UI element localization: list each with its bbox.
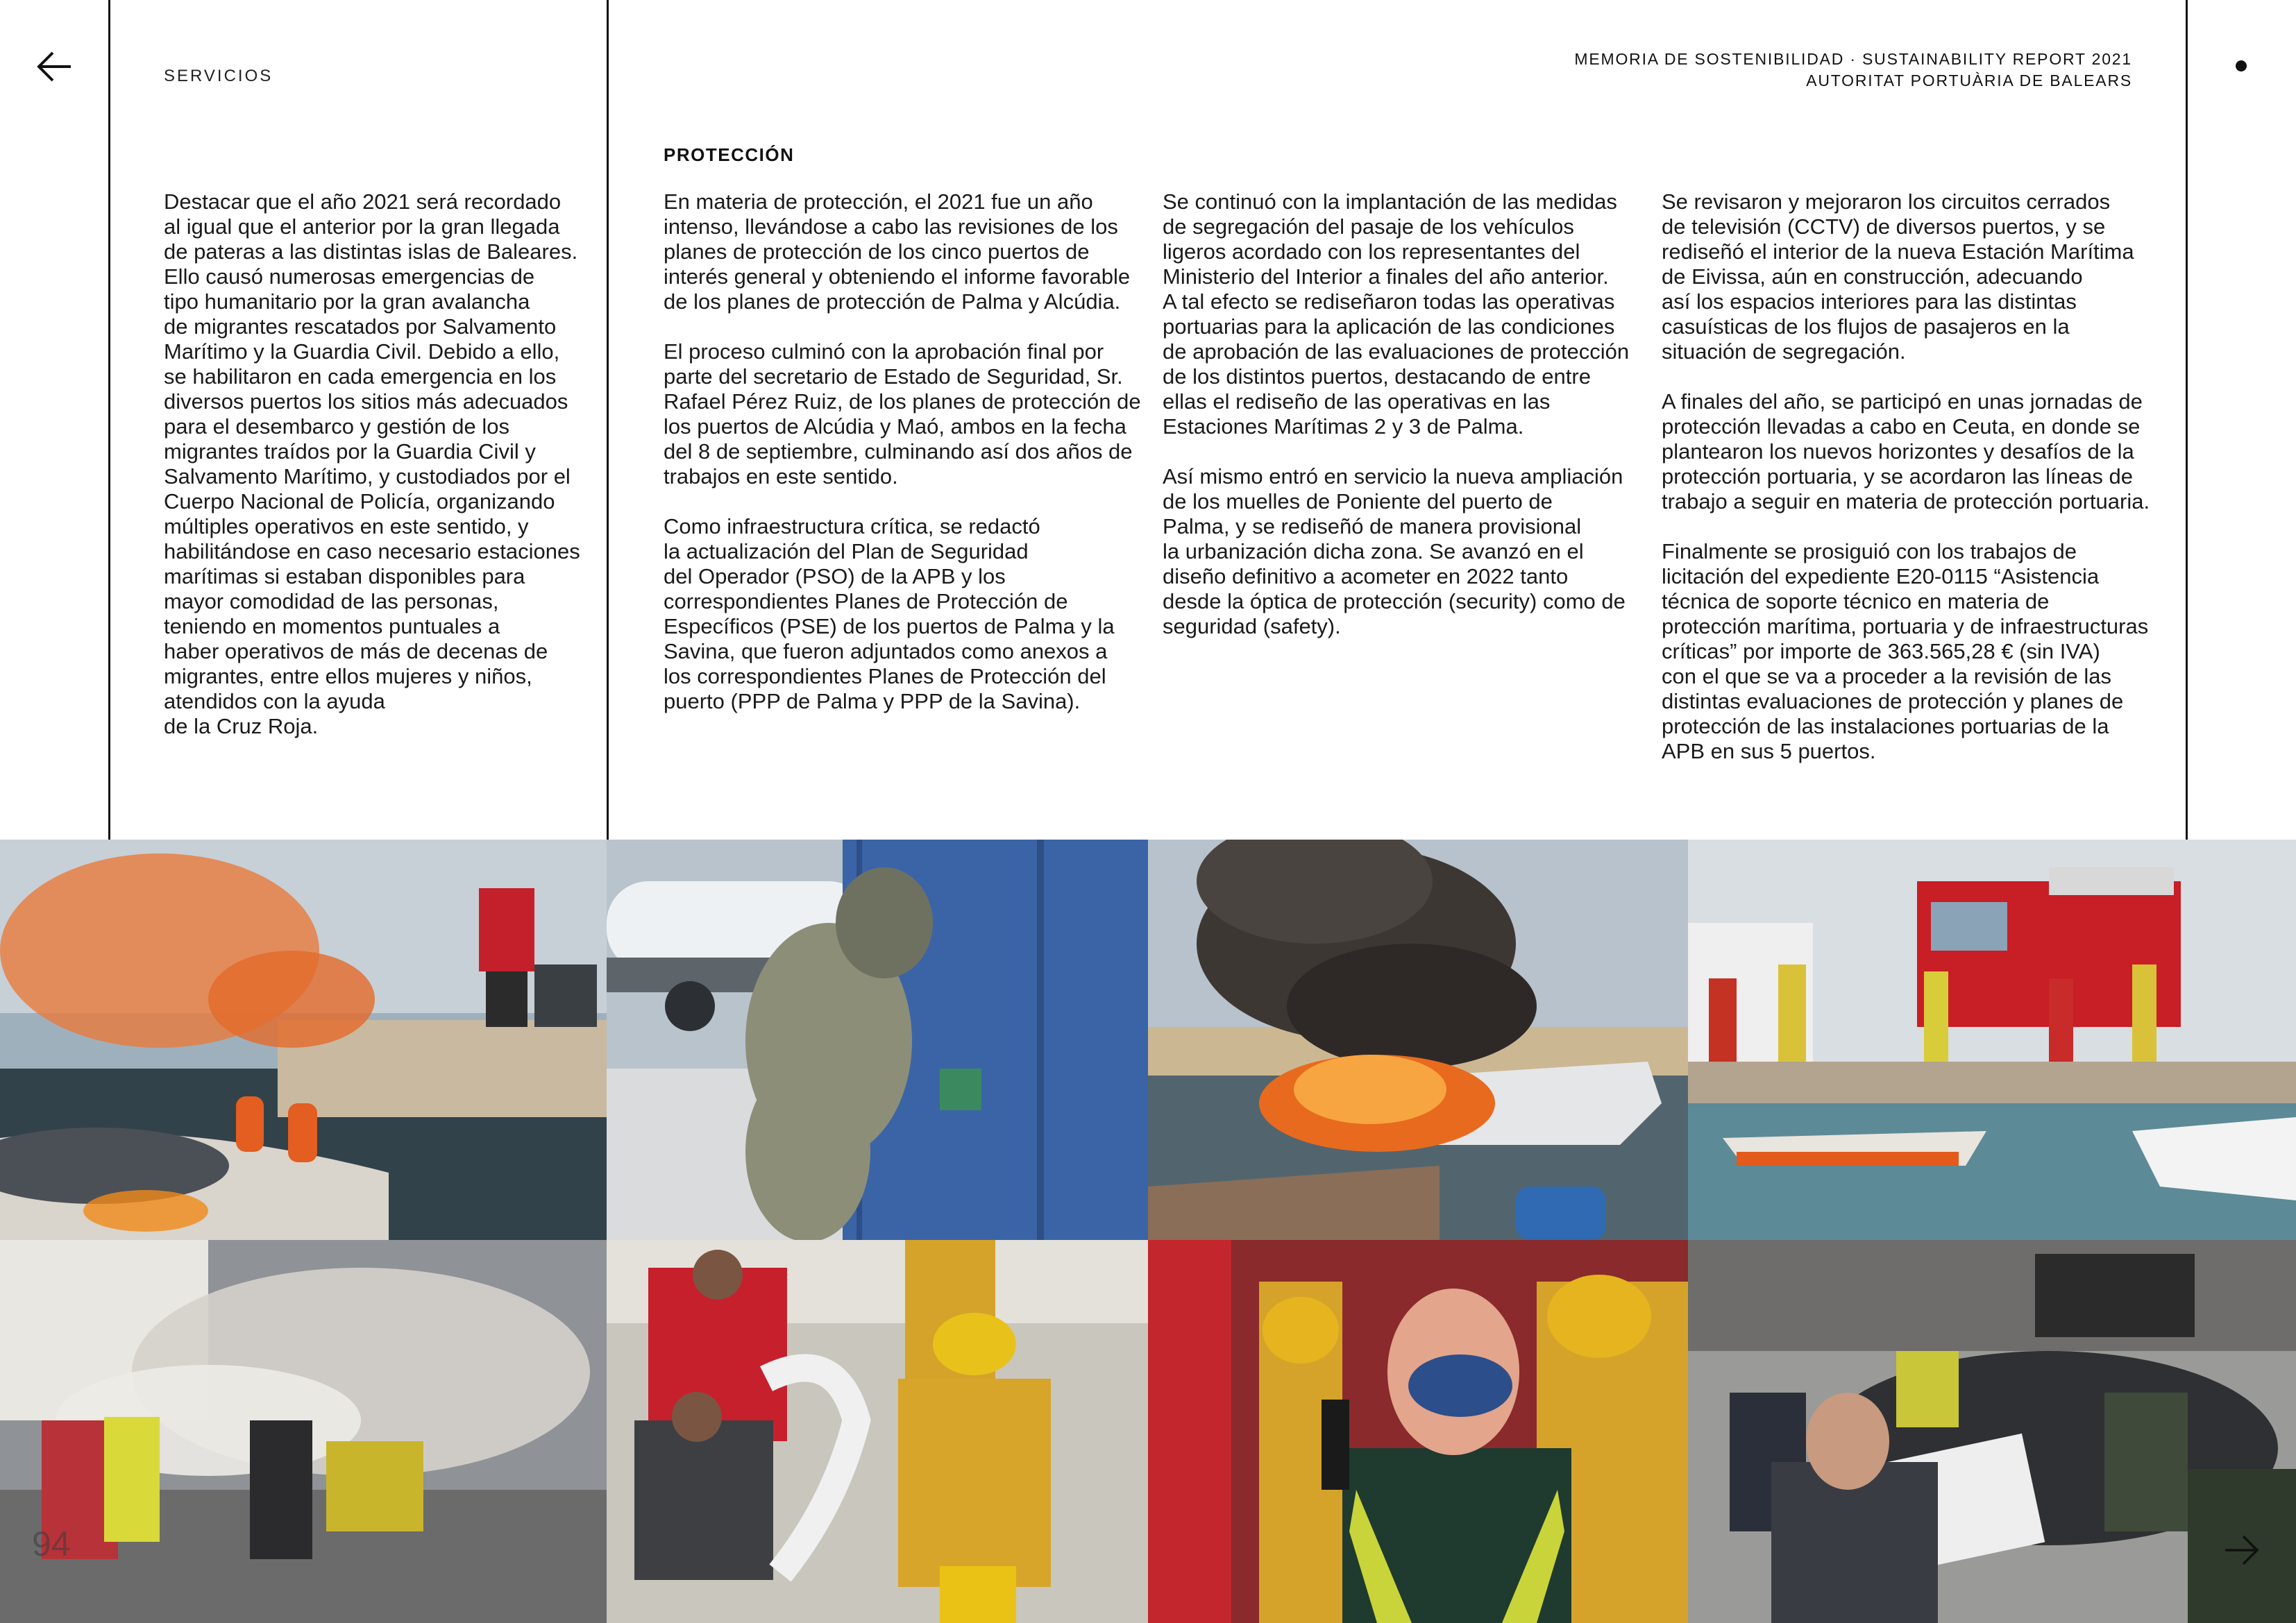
photo-bomb-suit-container (607, 840, 1148, 1240)
text-line: de televisión (CCTV) de diversos puertos, y se (1662, 214, 2106, 239)
text-line: la urbanización dicha zona. Se avanzó en el (1163, 539, 1584, 563)
text-line: atendidos con la ayuda (164, 689, 385, 713)
text-column-1 (164, 189, 594, 764)
text-line: plantearon los nuevos horizontes y desafíos de la (1662, 439, 2134, 464)
menu-dot-icon[interactable] (2236, 60, 2247, 71)
text-line: migrantes, entre ellos mujeres y niños, (164, 664, 532, 688)
text-line: críticas” por importe de 363.565,28 € (sin IVA) (1662, 639, 2100, 663)
text-line: ligeros acordado con los representantes del (1163, 239, 1580, 264)
text-line: desde la óptica de protección (security) como de (1163, 589, 1626, 613)
divider-line-right (2186, 0, 2188, 840)
text-line: planes de protección de los cinco puertos de (664, 239, 1090, 264)
text-line: A finales del año, se participó en unas jornadas de (1662, 389, 2143, 414)
text-column-3 (1163, 189, 1641, 664)
text-column-2 (664, 189, 1142, 739)
text-line: de segregación del pasaje de los vehículos (1163, 214, 1574, 239)
page-number: 94 (32, 1524, 71, 1563)
text-line: parte del secretario de Estado de Seguridad, Sr. (664, 364, 1123, 389)
divider-line-left (108, 0, 110, 840)
back-arrow-icon[interactable] (33, 46, 75, 87)
text-line: del 8 de septiembre, culminando así dos años de (664, 439, 1133, 464)
report-title: MEMORIA DE SOSTENIBILIDAD · SUSTAINABILITY REPORT 2021 (1574, 50, 2132, 68)
paragraph (1163, 189, 1641, 439)
text-line: Se revisaron y mejoraron los circuitos cerrados (1662, 189, 2111, 214)
text-line: distintas evaluaciones de protección y planes de (1662, 689, 2124, 713)
text-line: diseño definitivo a acometer en 2022 tanto (1163, 564, 1569, 588)
text-line: Como infraestructura crítica, se redactó (664, 514, 1040, 538)
photo-fire-truck-port (1688, 840, 2296, 1240)
text-line: licitación del expediente E20-0115 “Asistencia (1662, 564, 2100, 588)
text-line: portuarias para la aplicación de las condiciones (1163, 314, 1615, 339)
text-line: técnica de soporte técnico en materia de (1662, 589, 2050, 613)
paragraph (664, 514, 1142, 714)
paragraph (164, 189, 594, 739)
paragraph (1163, 464, 1641, 639)
text-line: protección llevadas a cabo en Ceuta, en donde se (1662, 414, 2141, 439)
paragraph (1662, 539, 2161, 764)
text-line: trabajos en este sentido. (664, 464, 898, 488)
text-line: situación de segregación. (1662, 339, 1906, 364)
text-line: trabajo a seguir en materia de protección portuaria. (1662, 489, 2150, 513)
photo-security-meeting (1688, 1240, 2296, 1623)
text-line: puerto (PPP de Palma y PPP de la Savina). (664, 689, 1081, 713)
text-line: Estaciones Marítimas 2 y 3 de Palma. (1163, 414, 1524, 439)
text-line: protección marítima, portuaria y de infraestructuras (1662, 614, 2149, 638)
photo-radio-officer (1148, 1240, 1688, 1623)
text-line: Finalmente se prosiguió con los trabajos de (1662, 539, 2077, 563)
text-line: A tal efecto se rediseñaron todas las operativas (1163, 289, 1615, 314)
text-line: Palma, y se rediseñó de manera provisional (1163, 514, 1582, 538)
paragraph (664, 339, 1142, 489)
text-line: con el que se va a proceder a la revisión de las (1662, 664, 2111, 688)
text-line: En materia de protección, el 2021 fue un año (664, 189, 1093, 214)
text-line: de la Cruz Roja. (164, 714, 319, 738)
text-line: la actualización del Plan de Seguridad (664, 539, 1029, 563)
text-line: rediseñó el interior de la nueva Estación Marítima (1662, 239, 2134, 264)
text-line: El proceso culminó con la aprobación final por (664, 339, 1104, 364)
text-line: múltiples operativos en este sentido, y (164, 514, 529, 538)
text-line: protección de las instalaciones portuarias de la (1662, 714, 2109, 738)
text-line: APB en sus 5 puertos. (1662, 739, 1876, 763)
text-line: habilitándose en caso necesario estaciones (164, 539, 580, 563)
text-line: para el desembarco y gestión de los (164, 414, 510, 439)
text-line: de Eivissa, aún en construcción, adecuando (1662, 264, 2083, 289)
text-line: tipo humanitario por la gran avalancha (164, 289, 530, 314)
paragraph (664, 189, 1142, 314)
text-line: Destacar que el año 2021 será recordado (164, 189, 562, 214)
section-label: SERVICIOS (164, 67, 273, 85)
text-line: haber operativos de más de decenas de (164, 639, 548, 663)
section-heading: PROTECCIÓN (664, 144, 795, 165)
text-line: Salvamento Marítimo, y custodiados por el (164, 464, 571, 488)
text-line: Ministerio del Interior a finales del año anterior. (1163, 264, 1609, 289)
text-line: al igual que el anterior por la gran llegada (164, 214, 560, 239)
text-line: de los planes de protección de Palma y Alcúdia. (664, 289, 1121, 314)
text-line: de los distintos puertos, destacando de entre (1163, 364, 1591, 389)
text-line: teniendo en momentos puntuales a (164, 614, 500, 638)
paragraph (1662, 389, 2161, 514)
text-line: Ello causó numerosas emergencias de (164, 264, 535, 289)
text-line: Marítimo y la Guardia Civil. Debido a ello, (164, 339, 560, 364)
paragraph (1662, 189, 2161, 364)
text-line: los correspondientes Planes de Protección del (664, 664, 1106, 688)
text-line: protección portuaria, y se acordaron las líneas de (1662, 464, 2133, 488)
text-line: Savina, que fueron adjuntados como anexos a (664, 639, 1108, 663)
text-line: mayor comodidad de las personas, (164, 589, 499, 613)
text-line: los puertos de Alcúdia y Maó, ambos en la fecha (664, 414, 1126, 439)
text-line: del Operador (PSO) de la APB y los (664, 564, 1006, 588)
text-line: Así mismo entró en servicio la nueva ampliación (1163, 464, 1623, 488)
text-line: Específicos (PSE) de los puertos de Palma y la (664, 614, 1115, 638)
text-line: de los muelles de Poniente del puerto de (1163, 489, 1553, 513)
divider-line-middle (607, 0, 609, 840)
text-line: correspondientes Planes de Protección de (664, 589, 1068, 613)
text-line: casuísticas de los flujos de pasajeros en la (1662, 314, 2070, 339)
organization-name: AUTORITAT PORTUÀRIA DE BALEARS (1806, 71, 2132, 90)
text-line: Rafael Pérez Ruiz, de los planes de protección de (664, 389, 1141, 414)
next-arrow-icon[interactable] (2221, 1529, 2263, 1571)
text-line: de migrantes rescatados por Salvamento (164, 314, 557, 339)
photo-burning-yacht (1148, 840, 1688, 1240)
text-line: diversos puertos los sitios más adecuados (164, 389, 568, 414)
text-line: intenso, llevándose a cabo las revisiones de los (664, 214, 1118, 239)
text-line: migrantes traídos por la Guardia Civil y (164, 439, 536, 464)
photo-firefighters-hose-deck (607, 1240, 1148, 1623)
text-line: marítimas si estaban disponibles para (164, 564, 525, 588)
text-line: de aprobación de las evaluaciones de protección (1163, 339, 1630, 364)
text-line: Se continuó con la implantación de las medidas (1163, 189, 1617, 214)
photo-grid (0, 840, 2296, 1623)
text-column-4 (1662, 189, 2161, 789)
text-line: Cuerpo Nacional de Policía, organizando (164, 489, 555, 513)
text-line: interés general y obteniendo el informe favorable (664, 264, 1131, 289)
photo-hose-spray-drill (0, 1240, 607, 1623)
report-header (1574, 49, 2132, 92)
text-line: ellas el rediseño de las operativas en las (1163, 389, 1551, 414)
text-line: de pateras a las distintas islas de Baleares. (164, 239, 578, 264)
text-line: seguridad (safety). (1163, 614, 1341, 638)
text-line: se habilitaron en cada emergencia en los (164, 364, 557, 389)
text-line: así los espacios interiores para las distintas (1662, 289, 2077, 314)
photo-boat-smoke-drill (0, 840, 607, 1240)
